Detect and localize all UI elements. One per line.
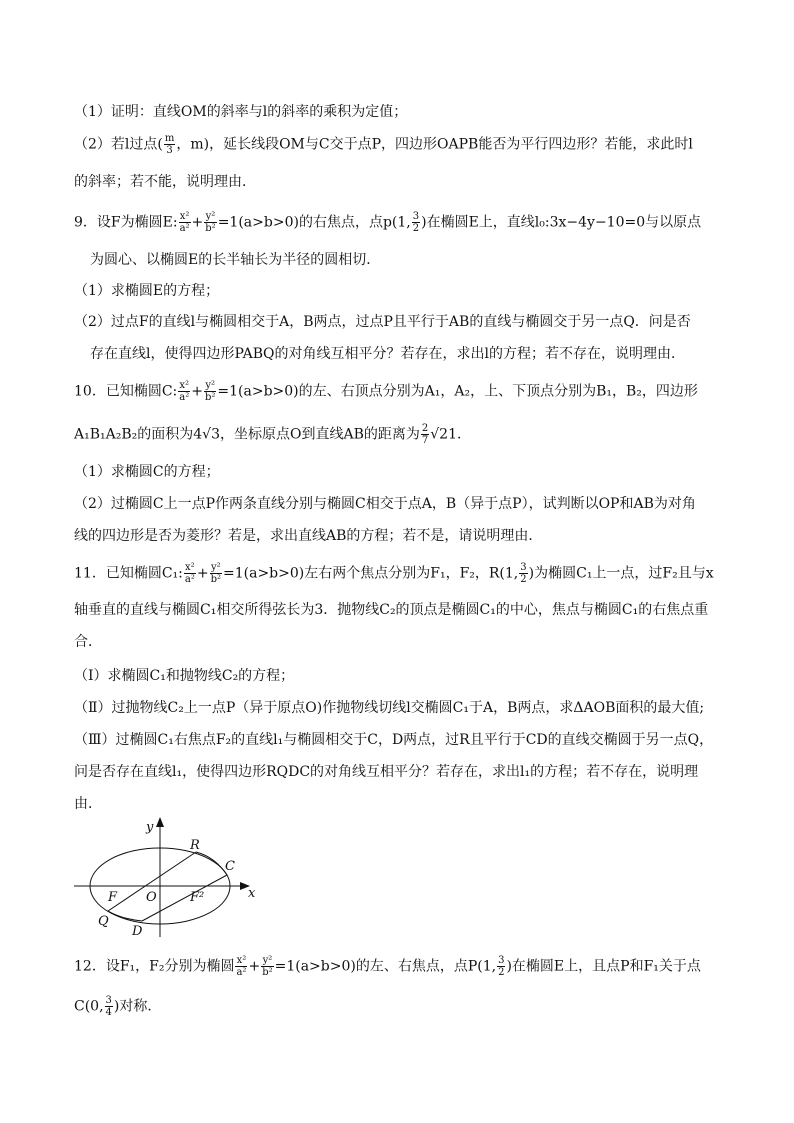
ellipse-figure [70, 815, 270, 940]
y-axis-arrow [156, 817, 164, 827]
q11-stem: 11．已知椭圆C₁: $\frac{\text{x²}}{\text{a²}}$ + $\frac{\text{y²}}{\text{b²}}$ =1(a>b>0)左右两个焦点分别为F₁，F₂，R(1, $\frac{3}{2}$ )为椭圆C₁上一点，过F₂且与x [74, 562, 714, 585]
q9-stem-cont: 为圆心、以椭圆E的长半轴长为半径的圆相切． [90, 252, 381, 268]
q10-part2: （2）过椭圆C上一点P作两条直线分别与椭圆C相交于点A，B（异于点P），试判断以OP和AB为对角 [74, 496, 696, 512]
label-y: y [146, 820, 154, 835]
q9-part1: （1）求椭圆E的方程； [74, 283, 220, 299]
q8-part2-cont: 的斜率；若不能，说明理由． [74, 174, 256, 190]
q11-part1: （Ⅰ）求椭圆C₁和抛物线C₂的方程； [74, 668, 295, 684]
label-f: F [108, 890, 118, 905]
q10-part2-cont: 线的四边形是否为菱形？若是，求出直线AB的方程；若不是，请说明理由． [74, 528, 543, 544]
fraction-m-over-3: $\frac{m}{3}$ [164, 133, 175, 156]
label-r: R [190, 838, 200, 853]
label-d: D [132, 924, 143, 939]
label-q: Q [98, 914, 109, 929]
q8-part2: （2）若l过点( $\frac{m}{3}$ ，m)，延长线段OM与C交于点P，四边形OAPB能否为平行四边形？若能，求此时l [74, 133, 693, 156]
q10-stem: 10．已知椭圆C: $\frac{\text{x²}}{\text{a²}}$ + $\frac{\text{y²}}{\text{b²}}$ =1(a>b>0)的左、右顶点分别为A₁，A₂，上、下顶点分别为B₁，B₂，四边形 [74, 380, 698, 403]
q11-part2: （Ⅱ）过抛物线C₂上一点P（异于原点O)作抛物线切线l交椭圆C₁于A，B两点，求ΔAOB面积的最大值; [74, 700, 705, 716]
q9-part2: （2）过点F的直线l与椭圆相交于A，B两点，过点P且平行于AB的直线与椭圆交于另一点Q．问是否 [74, 314, 691, 330]
q11-part3-cont: 问是否存在直线l₁，使得四边形RQDC的对角线互相平分？若存在，求出l₁的方程；若不存在，说明理 [74, 764, 699, 780]
q9-stem: 9．设F为椭圆E: $\frac{\text{x²}}{\text{a²}}$ + $\frac{\text{y²}}{\text{b²}}$ =1(a>b>0)的右焦点，点p(1, $\frac{3}{2}$ )在椭圆E上，直线l₀:3x−4y−10=0与以原点 [74, 211, 702, 234]
q9-part2-cont: 存在直线l，使得四边形PABQ的对角线互相平分？若存在，求出l的方程；若不存在，说明理由． [90, 346, 685, 362]
label-f2: F² [190, 890, 205, 905]
q8-part1: （1）证明：直线OM的斜率与l的斜率的乘积为定值； [74, 104, 408, 120]
label-x: x [248, 886, 256, 901]
label-c: C [225, 859, 235, 874]
q11-part3-end: 由． [74, 796, 102, 812]
label-o: O [146, 890, 157, 905]
q10-part1: （1）求椭圆C的方程； [74, 464, 220, 480]
q11-stem-end: 合． [74, 634, 102, 650]
q12-stem-cont: C(0, $\frac{3}{4}$ )对称． [74, 995, 162, 1018]
q11-stem-cont: 轴垂直的直线与椭圆C₁相交所得弦长为3．抛物线C₂的顶点是椭圆C₁的中心，焦点与椭圆C₁的右焦点重 [74, 602, 709, 618]
q11-part3: （Ⅲ）过椭圆C₁右焦点F₂的直线l₁与椭圆相交于C，D两点，过R且平行于CD的直线交椭圆于另一点Q， [74, 732, 714, 748]
q10-stem-cont: A₁B₁A₂B₂的面积为4√3，坐标原点O到直线AB的距离为 $\frac{2}{7}$ √21． [74, 423, 471, 446]
q12-stem: 12．设F₁，F₂分别为椭圆 $\frac{\text{x²}}{\text{a²}}$ + $\frac{\text{y²}}{\text{b²}}$ =1(a>b>0)的左、右焦点，点P(1, $\frac{3}{2}$ )在椭圆E上，且点P和F₁关于点 [74, 955, 701, 978]
